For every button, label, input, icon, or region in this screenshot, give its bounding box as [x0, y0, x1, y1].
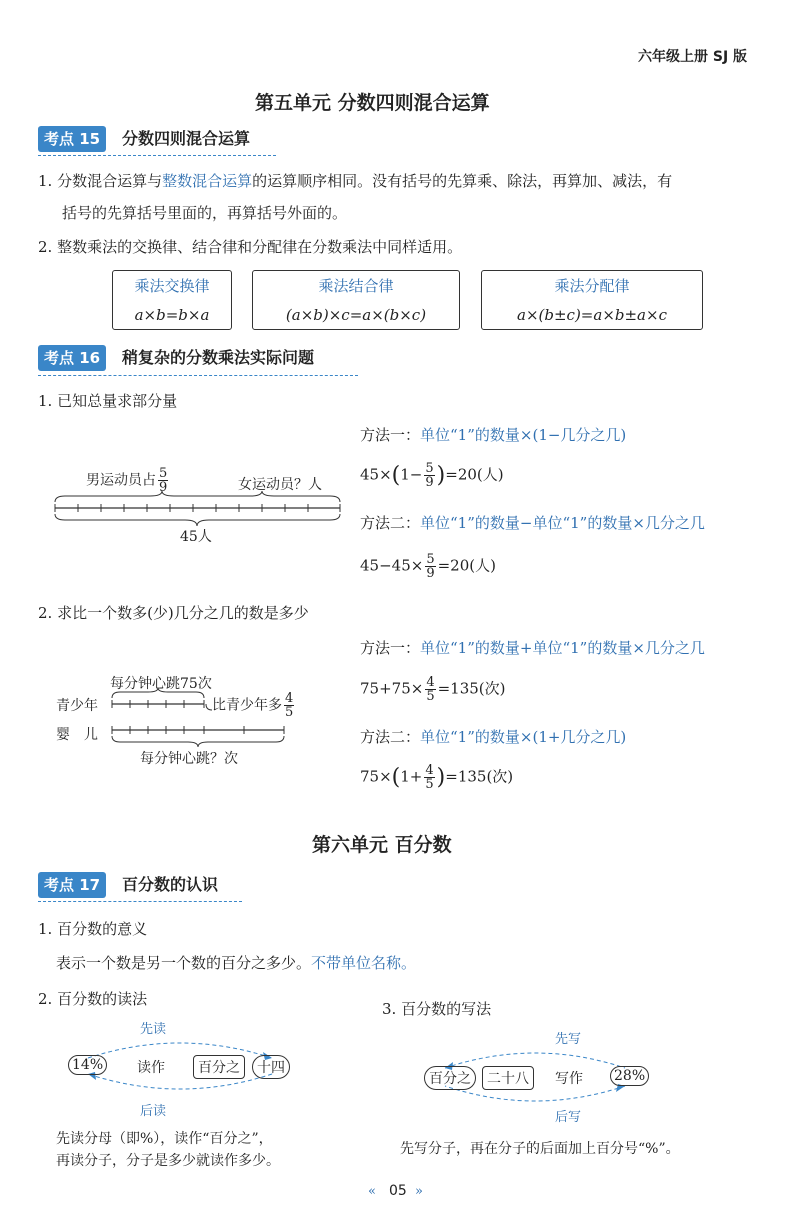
kp17-underline	[38, 901, 242, 902]
write-first-label: 先写	[555, 1032, 582, 1047]
kp17-s3-head: 3. 百分数的写法	[382, 1000, 492, 1018]
kp15-point1-line2: 括号的先算括号里面的，再算括号外面的。	[62, 204, 348, 222]
page-next-mark: »	[415, 1184, 423, 1199]
kp15-title: 分数四则混合运算	[122, 129, 251, 148]
kp16-s2-method1: 方法一：单位“1”的数量+单位“1”的数量×几分之几	[360, 639, 705, 657]
diag2-segment-diagram	[108, 688, 293, 748]
kp15-badge: 考点 15	[38, 126, 106, 152]
read-note-2: 再读分子，分子是多少就读作多少。	[56, 1153, 280, 1169]
kp16-s1-method2: 方法二：单位“1”的数量−单位“1”的数量×几分之几	[360, 514, 705, 532]
diag1-male-label: 男运动员占 $\frac{5}{9}$	[86, 466, 168, 495]
diag2-top-label: 每分钟心跳75次	[110, 676, 212, 692]
write-note: 先写分子，再在分子的后面加上百分号“%”。	[400, 1141, 680, 1157]
diag1-total-label: 45人	[180, 529, 212, 545]
kp17-s1-text: 表示一个数是另一个数的百分之多少。不带单位名称。	[56, 954, 417, 972]
read-first-label: 先读	[140, 1022, 167, 1037]
read-number: 14%	[68, 1055, 107, 1075]
kp16-s2-method2: 方法二：单位“1”的数量×(1+几分之几)	[360, 728, 627, 746]
kp17-badge: 考点 17	[38, 872, 106, 898]
write-as-label: 写作	[555, 1071, 583, 1087]
box-commutative	[112, 270, 232, 330]
read-after-label: 后读	[140, 1104, 167, 1119]
box-distributive	[481, 270, 703, 330]
read-fourteen: 十四	[252, 1055, 290, 1079]
kp16-title: 稍复杂的分数乘法实际问题	[122, 348, 315, 367]
unit6-title: 第六单元 百分数	[312, 834, 452, 856]
read-hundred: 百分之	[193, 1055, 245, 1079]
kp17-s1-head: 1. 百分数的意义	[38, 920, 148, 938]
diag2-bottom-label: 每分钟心跳？次	[140, 751, 238, 767]
kp17-s2-head: 2. 百分数的读法	[38, 990, 148, 1008]
write-number: 28%	[610, 1066, 649, 1086]
kp17-title: 百分数的认识	[122, 875, 219, 894]
kp16-s1-method1: 方法一：单位“1”的数量×(1−几分之几)	[360, 426, 627, 444]
write-hundred: 百分之	[424, 1066, 476, 1090]
kp16-s1-formula1: 45×(1− $\frac{5}{9}$ )=20(人)	[360, 461, 504, 490]
page-number: 05	[389, 1183, 407, 1199]
kp16-s2-head: 2. 求比一个数多(少)几分之几的数是多少	[38, 604, 309, 622]
kp16-s1-formula2: 45−45× $\frac{5}{9}$ =20(人)	[360, 552, 496, 581]
box-associative-formula: (a×b)×c=a×(b×c)	[285, 306, 427, 324]
diag2-baby-label: 婴 儿	[56, 727, 98, 743]
write-after-label: 后写	[555, 1110, 582, 1125]
kp15-point1-line1: 1. 分数混合运算与整数混合运算的运算顺序相同。没有括号的先算乘、除法，再算加、减法，有	[38, 172, 673, 190]
box-distributive-formula: a×(b±c)=a×b±a×c	[517, 306, 667, 324]
kp16-s2-formula2: 75×(1+ $\frac{4}{5}$ )=135(次)	[360, 763, 514, 792]
unit5-title: 第五单元 分数四则混合运算	[255, 92, 490, 114]
kp15-point2: 2. 整数乘法的交换律、结合律和分配律在分数乘法中同样适用。	[38, 238, 463, 256]
page-prev-mark: «	[368, 1184, 376, 1199]
kp16-underline	[38, 375, 358, 376]
kp16-s2-formula1: 75+75× $\frac{4}{5}$ =135(次)	[360, 675, 506, 704]
read-as-label: 读作	[137, 1060, 165, 1076]
box-associative-title: 乘法结合律	[318, 277, 394, 295]
box-commutative-title: 乘法交换律	[134, 277, 210, 295]
box-associative	[252, 270, 460, 330]
grade-label: 六年级上册 SJ 版	[638, 49, 748, 65]
write-twentyeight: 二十八	[482, 1066, 534, 1090]
read-note-1: 先读分母（即%），读作“百分之”，	[56, 1131, 273, 1147]
diag1-female-label: 女运动员？人	[238, 477, 322, 493]
kp16-badge: 考点 16	[38, 345, 106, 371]
kp16-s1-head: 1. 已知总量求部分量	[38, 392, 178, 410]
diag1-segment-diagram	[50, 490, 350, 530]
box-commutative-formula: a×b=b×a	[134, 306, 210, 324]
diag2-more-label: 比青少年多 $\frac{4}{5}$	[212, 691, 294, 720]
diag2-teen-label: 青少年	[56, 698, 98, 714]
box-distributive-title: 乘法分配律	[554, 277, 630, 295]
integer-mixed-link: 整数混合运算	[162, 172, 253, 190]
kp15-underline	[38, 155, 276, 156]
